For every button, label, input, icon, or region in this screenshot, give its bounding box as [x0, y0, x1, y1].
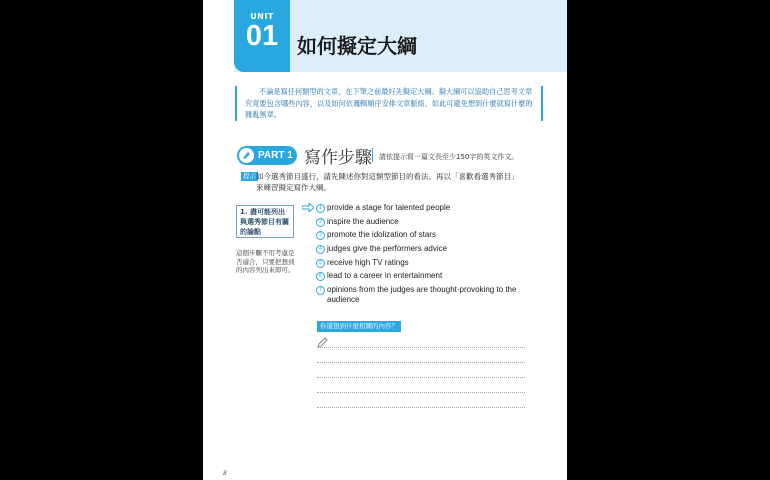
part-title: 寫作步驟 — [304, 148, 372, 168]
prompt-tag: 提示 — [243, 172, 256, 180]
list-item — [316, 203, 531, 213]
item-text: lead to a career in entertainment — [327, 271, 443, 281]
unit-number: 01 — [245, 20, 279, 52]
unit-word: UNIT — [250, 12, 274, 21]
book-page — [203, 0, 567, 480]
writing-line[interactable] — [317, 347, 525, 348]
step-box: 1. 盡可能列出與選秀節目有關的論點 — [236, 205, 294, 238]
item-number: 7 — [316, 286, 325, 295]
step-note: 這個步驟不用考慮是否適合，只要把想到的內容列出來即可。 — [236, 249, 295, 274]
item-text: receive high TV ratings — [327, 257, 409, 267]
writing-line[interactable] — [317, 377, 525, 378]
part-label: PART 1 — [258, 150, 293, 161]
intro-paragraph: 不論是寫任何類型的文章，在下筆之前最好先擬定大綱。擬大綱可以協助自己思考文章究竟要包含哪些內容，以及如何依邏輯順序安排文章脈絡，如此可避免想到什麼就寫什麼的雜亂無章。 — [235, 86, 543, 121]
writing-icon — [239, 148, 254, 163]
item-number: 1 — [316, 204, 325, 213]
arrow-right-icon — [302, 203, 314, 212]
think-label: 你還想到什麼相關的內容？ — [317, 321, 401, 332]
item-number: 6 — [316, 272, 325, 281]
idea-list — [316, 203, 531, 309]
item-number: 2 — [316, 218, 325, 227]
item-text: promote the idolization of stars — [327, 230, 436, 240]
item-text: inspire the audience — [327, 216, 399, 226]
item-text: opinions from the judges are thought-provoking to the audience — [327, 285, 517, 305]
list-item — [316, 258, 531, 268]
unit-tab — [234, 0, 290, 72]
list-item — [316, 285, 531, 305]
writing-line[interactable] — [317, 362, 525, 363]
part-badge — [237, 146, 297, 165]
writing-line[interactable] — [317, 407, 525, 408]
item-text: judges give the performers advice — [327, 244, 448, 254]
item-text: provide a stage for talented people — [327, 203, 451, 212]
list-item — [316, 244, 531, 254]
item-number: 3 — [316, 231, 325, 240]
chapter-title: 如何擬定大綱 — [297, 34, 417, 58]
list-item — [316, 230, 531, 240]
prompt-text: 如今選秀節目盛行，請先陳述你對這類型節目的看法。再以「喜歡看選秀節目」來練習擬定寫作大綱。 — [256, 172, 515, 192]
item-number: 4 — [316, 245, 325, 254]
list-item — [316, 217, 531, 227]
writing-line[interactable] — [317, 392, 525, 393]
item-number: 5 — [316, 259, 325, 268]
page-number: 8 — [223, 470, 227, 477]
part-divider — [372, 148, 373, 162]
part-subtitle: 請依提示寫一篇文長至少150字的英文作文。 — [379, 153, 519, 161]
list-item — [316, 271, 531, 281]
